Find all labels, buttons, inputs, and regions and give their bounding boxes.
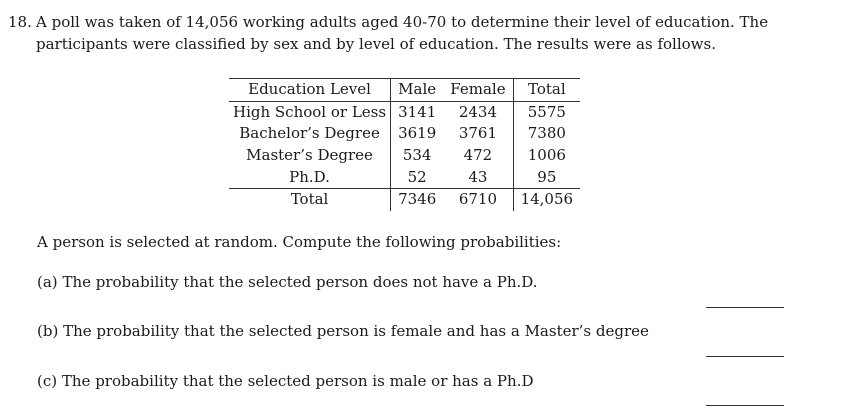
header-male: Male bbox=[391, 79, 444, 102]
cell-female-total: 6710 bbox=[443, 188, 513, 210]
cell-total: 5575 bbox=[527, 102, 566, 121]
cell-female: 472 bbox=[443, 145, 513, 167]
cell-total: 1006 bbox=[527, 146, 566, 165]
problem-number: 18. bbox=[8, 13, 32, 31]
cell-male: 3619 bbox=[398, 124, 437, 143]
table-row bbox=[229, 166, 580, 188]
cell-level: Master’s Degree bbox=[229, 145, 391, 167]
header-total: Total bbox=[513, 79, 580, 102]
table-row bbox=[229, 101, 580, 123]
answer-blank-c[interactable] bbox=[706, 405, 784, 406]
question-part-b bbox=[37, 321, 649, 341]
cell-female: 43 bbox=[443, 166, 513, 188]
table-row bbox=[229, 123, 580, 145]
part-text: The probability that the selected person is female and has a Master’s degree bbox=[63, 322, 649, 340]
table-row bbox=[229, 145, 580, 167]
question-part-c bbox=[37, 371, 533, 391]
part-label: (c) bbox=[37, 372, 58, 390]
cell-male: 534 bbox=[402, 146, 432, 165]
cell-level: High School or Less bbox=[229, 101, 391, 123]
problem-text-line-1: A poll was taken of 14,056 working adults aged 40-70 to determine their level of education. The bbox=[36, 13, 769, 31]
instructions: A person is selected at random. Compute the following probabilities: bbox=[37, 233, 562, 251]
cell-level: Ph.D. bbox=[229, 166, 391, 188]
part-label: (a) bbox=[37, 273, 58, 291]
cell-total: 95 bbox=[537, 167, 557, 186]
cell-female: 3761 bbox=[443, 123, 513, 145]
table-total-row bbox=[229, 188, 580, 210]
problem-line-1 bbox=[8, 11, 798, 33]
cell-male-total: 7346 bbox=[391, 188, 444, 210]
cell-grand-total: 14,056 bbox=[513, 188, 580, 210]
cell-male: 3141 bbox=[398, 102, 437, 121]
cell-total: 7380 bbox=[527, 124, 566, 143]
education-table bbox=[229, 78, 580, 211]
part-text: The probability that the selected person is male or has a Ph.D bbox=[61, 372, 534, 390]
header-female: Female bbox=[443, 79, 513, 102]
answer-blank-b[interactable] bbox=[706, 356, 784, 357]
problem-text-line-2: participants were classified by sex and by level of education. The results were as follows. bbox=[36, 35, 716, 53]
cell-total-label: Total bbox=[229, 188, 391, 210]
part-text: The probability that the selected person does not have a Ph.D. bbox=[62, 273, 538, 291]
answer-blank-a[interactable] bbox=[706, 307, 784, 308]
header-education-level: Education Level bbox=[229, 79, 391, 102]
table-header-row bbox=[229, 79, 580, 102]
cell-level: Bachelor’s Degree bbox=[229, 123, 391, 145]
part-label: (b) bbox=[37, 322, 59, 340]
problem-statement bbox=[8, 11, 798, 55]
cell-male: 52 bbox=[407, 167, 427, 186]
cell-female: 2434 bbox=[443, 101, 513, 123]
question-part-a bbox=[37, 272, 538, 292]
